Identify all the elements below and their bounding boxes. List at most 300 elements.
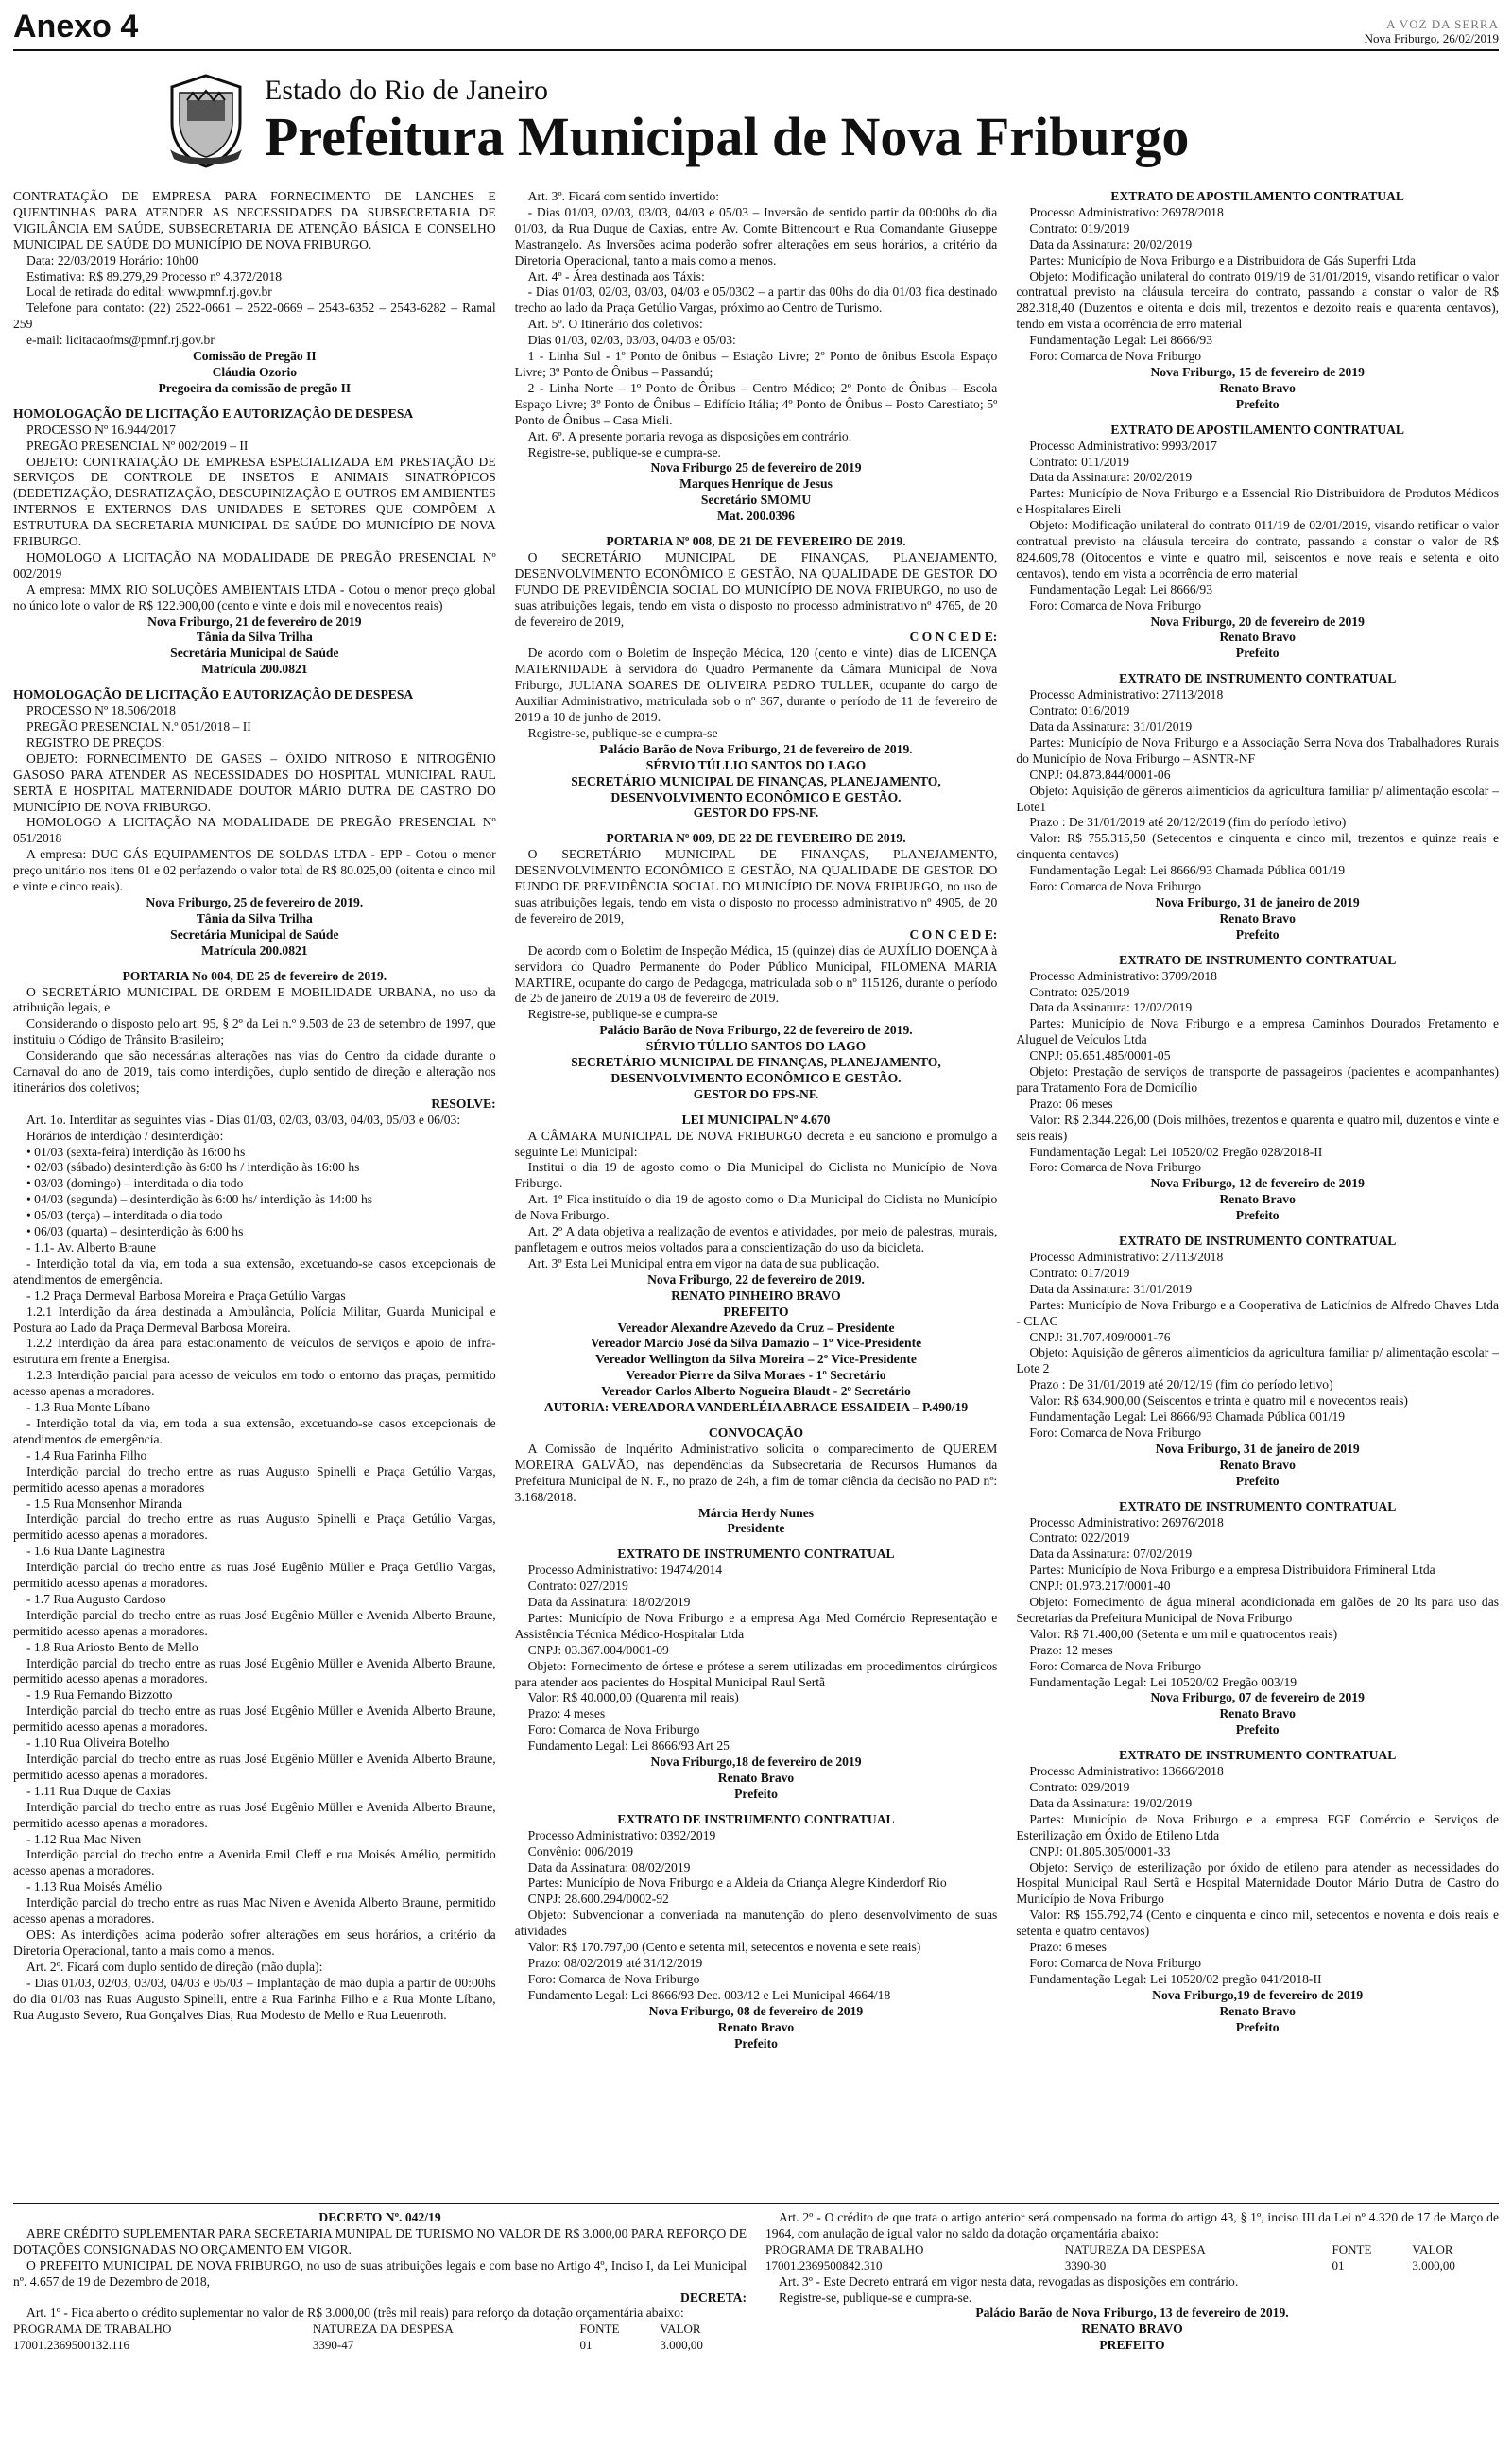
section-spacer — [1016, 662, 1499, 671]
text-paragraph: GESTOR DO FPS-NF. — [693, 1086, 819, 1101]
text-paragraph: - 1.2 Praça Dermeval Barbosa Moreira e Praça Getúlio Vargas — [26, 1287, 346, 1303]
text-paragraph: Nova Friburgo, 20 de fevereiro de 2019 — [1150, 614, 1365, 629]
text-paragraph: • 02/03 (sábado) desinterdição às 6:00 hs / interdição às 16:00 hs — [26, 1160, 360, 1175]
decree-preamble: O PREFEITO MUNICIPAL DE NOVA FRIBURGO, no uso de suas atribuições legais e com base no Artigo 4º, Inciso I, da Lei Municipal nº. 4.657 de 19 de Dezembro de 2018, — [13, 2257, 747, 2289]
text-paragraph: EXTRATO DE INSTRUMENTO CONTRATUAL — [1119, 1748, 1397, 1763]
text-paragraph: Contrato: 017/2019 — [1029, 1265, 1130, 1280]
text-paragraph: - Dias 01/03, 02/03, 03/03, 04/03 e 05/03 – Inversão de sentido partir da 00:00hs do dia 01/03, da Rua Duque de Caxias, entre Av. Comte Bittencourt e Rua Comandante Giuseppe Mastrangelo. As Inversões acima poderão sofrer alterações em seus horários, a critério da Diretoria Operacional, tanto a mais como a menos. — [514, 204, 998, 268]
text-paragraph: Interdição parcial do trecho entre as ruas José Eugênio Müller e Avenida Alberto Braune, permitido acesso apenas a moradores. — [13, 1703, 496, 1735]
text-paragraph: Prazo : De 31/01/2019 até 20/12/2019 (fim do período letivo) — [1029, 815, 1347, 830]
text-paragraph: Prazo: 12 meses — [1029, 1642, 1113, 1657]
text-paragraph: PREGÃO PRESENCIAL N.º 051/2018 – II — [26, 719, 251, 734]
text-paragraph: A CÂMARA MUNICIPAL DE NOVA FRIBURGO decreta e eu sanciono e promulgo a seguinte Lei Municipal: — [514, 1128, 998, 1159]
text-paragraph: Interdição parcial do trecho entre as ruas Mac Niven e Avenida Alberto Braune, permitido acesso apenas a moradores. — [13, 1895, 496, 1927]
text-paragraph: Nova Friburgo, 07 de fevereiro de 2019 — [1150, 1690, 1365, 1705]
text-paragraph: - 1.3 Rua Monte Líbano — [26, 1400, 151, 1415]
section-spacer — [1016, 1490, 1499, 1499]
text-paragraph: Art. 1º Fica instituído o dia 19 de agosto como o Dia Municipal do Ciclista no Município de Nova Friburgo. — [514, 1192, 998, 1223]
text-paragraph: Foro: Comarca de Nova Friburgo — [527, 1971, 700, 1986]
prefeitura-name: Prefeitura Municipal de Nova Friburgo — [265, 106, 1190, 167]
text-paragraph: Foro: Comarca de Nova Friburgo — [527, 1722, 700, 1737]
text-paragraph: Foro: Comarca de Nova Friburgo — [1029, 1160, 1202, 1175]
decree-art1: Art. 1º - Fica aberto o crédito suplementar no valor de R$ 3.000,00 (três mil reais) para reforço da dotação orçamentária abaixo: — [26, 2306, 684, 2321]
table-header: FONTE — [1332, 2241, 1372, 2256]
text-paragraph: A empresa: MMX RIO SOLUÇÕES AMBIENTAIS LTDA - Cotou o menor preço global no único lote o valor de R$ 122.900,00 (cento e vinte e dois mil e novecentos reais) — [13, 581, 496, 613]
text-paragraph: Contrato: 027/2019 — [527, 1579, 628, 1594]
text-paragraph: e-mail: licitacaofms@pmnf.rj.gov.br — [26, 333, 215, 348]
text-paragraph: Secretária Municipal de Saúde — [170, 646, 339, 661]
text-paragraph: Matrícula 200.0821 — [201, 662, 308, 677]
decree-right — [765, 2210, 1499, 2439]
text-paragraph: EXTRATO DE INSTRUMENTO CONTRATUAL — [1119, 1498, 1397, 1513]
text-paragraph: EXTRATO DE INSTRUMENTO CONTRATUAL — [1119, 952, 1397, 967]
text-paragraph: De acordo com o Boletim de Inspeção Médica, 120 (cento e vinte) dias de LICENÇA MATERNIDADE à servidora do Quadro Permanente da Câmara Municipal de Nova Friburgo, JULIANA SOARES DE OLIVEIRA PEDRO TULLER, ocupante do cargo de Auxiliar Administrativo, matriculada sob o nº 367, durante o período de 11 de fevereiro de 2019 a 10 de junho de 2019. — [514, 646, 998, 724]
text-paragraph: Nova Friburgo, 31 de janeiro de 2019 — [1155, 1441, 1360, 1456]
text-paragraph: O SECRETÁRIO MUNICIPAL DE FINANÇAS, PLANEJAMENTO, DESENVOLVIMENTO ECONÔMICO E GESTÃO, NA QUALIDADE DE GESTOR DO FUNDO DE PREVIDÊNCIA SOCIAL DO MUNICÍPIO DE NOVA FRIBURGO, no uso de suas atribuições legais, tendo em vista o disposto no processo administrativo nº 4765, de 20 de fevereiro de 2019, — [514, 549, 998, 629]
text-paragraph: Data da Assinatura: 31/01/2019 — [1029, 719, 1193, 734]
table-row — [13, 2338, 747, 2354]
text-paragraph: Partes: Município de Nova Friburgo e a empresa Distribuidora Frimineral Ltda — [1029, 1563, 1435, 1578]
table-cell: 01 — [579, 2338, 593, 2353]
text-paragraph: Fundamentação Legal: Lei 10520/02 pregão 041/2018-II — [1029, 1971, 1322, 1986]
text-paragraph: Foro: Comarca de Nova Friburgo — [1029, 349, 1202, 364]
decree-art3: Art. 3º - Este Decreto entrará em vigor nesta data, revogadas as disposições em contrário. — [779, 2273, 1239, 2289]
column-2 — [515, 189, 998, 2203]
text-paragraph: - 1.10 Rua Oliveira Botelho — [26, 1736, 170, 1751]
table-header: VALOR — [660, 2322, 701, 2337]
text-paragraph: Art. 3º Esta Lei Municipal entra em vigor na data de sua publicação. — [527, 1255, 880, 1270]
text-paragraph: Objeto: Fornecimento de água mineral acondicionada em galões de 20 lts para uso das Secretarias da Prefeitura Municipal de Nova Friburgo — [1016, 1595, 1500, 1625]
text-paragraph: Palácio Barão de Nova Friburgo, 21 de fevereiro de 2019. — [599, 741, 913, 756]
table-cell: 17001.2369500132.116 — [13, 2338, 130, 2353]
text-paragraph: Renato Bravo — [1219, 1457, 1296, 1472]
text-paragraph: PORTARIA Nº 009, DE 22 DE FEVEREIRO DE 2019. — [606, 831, 906, 846]
text-paragraph: Márcia Herdy Nunes — [697, 1505, 815, 1520]
text-paragraph: O SECRETÁRIO MUNICIPAL DE FINANÇAS, PLANEJAMENTO, DESENVOLVIMENTO ECONÔMICO E GESTÃO, NA QUALIDADE DE GESTOR DO FUNDO DE PREVIDÊNCIA SOCIAL DO MUNICÍPIO DE NOVA FRIBURGO, no uso de suas atribuições legais, tendo em vista o disposto no processo administrativo nº 4905, de 20 de fevereiro de 2019, — [514, 847, 998, 925]
text-paragraph: Vereador Wellington da Silva Moreira – 2º Vice-Presidente — [595, 1352, 917, 1367]
masthead-text — [265, 75, 1189, 167]
text-paragraph: EXTRATO DE INSTRUMENTO CONTRATUAL — [617, 1811, 895, 1826]
text-paragraph: Vereador Pierre da Silva Moraes - 1º Secretário — [626, 1368, 886, 1383]
table-cell: 3.000,00 — [660, 2338, 703, 2353]
text-paragraph: HOMOLOGAÇÃO DE LICITAÇÃO E AUTORIZAÇÃO DE DESPESA — [13, 406, 414, 421]
text-paragraph: • 03/03 (domingo) – interditada o dia todo — [26, 1176, 244, 1191]
text-paragraph: Fundamentação Legal: Lei 8666/93 — [1029, 581, 1212, 596]
text-paragraph: Partes: Município de Nova Friburgo e a empresa FGF Comércio e Serviços de Esterilização em Óxido de Etileno Ltda — [1016, 1811, 1500, 1842]
text-paragraph: De acordo com o Boletim de Inspeção Médica, 15 (quinze) dias de AUXÍLIO DOENÇA à servidora do Quadro Permanente do Poder Público Municipal, FILOMENA MARIA MARTIRE, ocupante do cargo de Pedagoga, matriculada sob o nº 115126, durante o período de 25 de janeiro de 2019 a 08 de fevereiro de 2019. — [514, 942, 998, 1006]
dotation-table-1 — [13, 2322, 747, 2354]
text-paragraph: SECRETÁRIO MUNICIPAL DE FINANÇAS, PLANEJAMENTO, DESENVOLVIMENTO ECONÔMICO E GESTÃO. — [571, 773, 941, 804]
text-paragraph: Interdição parcial do trecho entre as ruas Augusto Spinelli e Praça Getúlio Vargas, permitido acesso apenas a moradores — [13, 1463, 496, 1495]
text-paragraph: Contrato: 011/2019 — [1029, 454, 1129, 469]
text-paragraph: Valor: R$ 40.000,00 (Quarenta mil reais) — [527, 1690, 739, 1705]
text-paragraph: Nova Friburgo, 31 de janeiro de 2019 — [1155, 894, 1360, 909]
text-paragraph: 1.2.3 Interdição parcial para acesso de veículos em todo o entorno das praças, permitido acesso apenas a moradores. — [13, 1368, 496, 1399]
table-cell: 01 — [1332, 2257, 1345, 2273]
section-spacer — [515, 1803, 998, 1812]
text-paragraph: Processo Administrativo: 27113/2018 — [1029, 1250, 1224, 1264]
text-paragraph: Cláudia Ozorio — [212, 364, 298, 379]
text-paragraph: Contrato: 022/2019 — [1029, 1530, 1130, 1546]
text-paragraph: SECRETÁRIO MUNICIPAL DE FINANÇAS, PLANEJAMENTO, DESENVOLVIMENTO ECONÔMICO E GESTÃO. — [571, 1055, 941, 1085]
text-paragraph: O SECRETÁRIO MUNICIPAL DE ORDEM E MOBILIDADE URBANA, no uso da atribuição legais, e — [13, 984, 496, 1015]
content-columns — [13, 189, 1499, 2203]
text-paragraph: 1.2.1 Interdição da área destinada a Ambulância, Polícia Militar, Guarda Municipal e Postura ao Lado da Praça Dermeval Barbosa Moreira. — [13, 1304, 496, 1335]
text-paragraph: CONVOCAÇÃO — [708, 1425, 804, 1440]
text-paragraph: Valor: R$ 155.792,74 (Cento e cinquenta e cinco mil, setecentos e noventa e dois reais e setenta e quatro centavos) — [1016, 1908, 1500, 1939]
table-cell: 17001.2369500842.310 — [765, 2257, 883, 2273]
text-paragraph: Considerando que são necessárias alterações nas vias do Centro da cidade durante o Carnaval do ano de 2019, tais como interdições, duplo sentido de direção e alteração nos itinerários dos coletivos; — [13, 1048, 496, 1095]
text-paragraph: Prazo: 6 meses — [1029, 1940, 1107, 1955]
text-paragraph: Prefeito — [1235, 1208, 1280, 1223]
text-paragraph: Prazo: 08/02/2019 até 31/12/2019 — [527, 1955, 703, 1970]
table-header: NATUREZA DA DESPESA — [312, 2322, 454, 2337]
text-paragraph: Pregoeira da comissão de pregão II — [158, 380, 352, 395]
text-paragraph: Prazo : De 31/01/2019 até 20/12/19 (fim do período letivo) — [1029, 1377, 1333, 1392]
text-paragraph: - 1.7 Rua Augusto Cardoso — [26, 1591, 166, 1606]
text-paragraph: CNPJ: 04.873.844/0001-06 — [1029, 767, 1171, 782]
text-paragraph: OBJETO: CONTRATAÇÃO DE EMPRESA ESPECIALIZADA EM PRESTAÇÃO DE SERVIÇOS DE CONTROLE DE INSETOS E ANIMAIS SINATRÓPICOS (DEDETIZAÇÃO, DESRATIZAÇÃO, DESCUPINIZAÇÃO E OUTROS EM AMBIENTES INTERNOS E EXTERNOS DAS UNIDADES E SETORES QUE COMPÕEM A ESTRUTURA DA SECRETARIA MUNICIPAL DE SAÚDE DO MUNICÍPIO DE NOVA FRIBURGO. — [13, 454, 496, 549]
text-paragraph: CNPJ: 03.367.004/0001-09 — [527, 1642, 669, 1657]
column-3 — [1016, 189, 1499, 2203]
text-paragraph: Prefeito — [734, 1786, 778, 1801]
text-paragraph: Secretário SMOMU — [700, 493, 812, 508]
table-header: VALOR — [1412, 2241, 1453, 2256]
text-paragraph: Processo Administrativo: 26978/2018 — [1029, 204, 1224, 219]
text-paragraph: PORTARIA Nº 008, DE 21 DE FEVEREIRO DE 2019. — [606, 534, 906, 549]
section-spacer — [515, 525, 998, 534]
text-paragraph: AUTORIA: VEREADORA VANDERLÉIA ABRACE ESSAIDEIA – P.490/19 — [543, 1400, 969, 1415]
text-paragraph: Art. 1o. Interditar as seguintes vias - Dias 01/03, 02/03, 03/03, 04/03, 05/03 e 06/03: — [26, 1112, 461, 1127]
section-spacer — [515, 1416, 998, 1426]
decree-decreta: DECRETA: — [680, 2290, 747, 2305]
text-paragraph: CNPJ: 01.805.305/0001-33 — [1029, 1843, 1171, 1858]
text-paragraph: Renato Bravo — [717, 1771, 795, 1785]
section-spacer — [1016, 943, 1499, 953]
decree-section — [13, 2203, 1499, 2439]
text-paragraph: PORTARIA No 004, DE 25 de fevereiro de 2019. — [122, 968, 387, 983]
text-paragraph: Nova Friburgo, 22 de fevereiro de 2019. — [647, 1271, 865, 1287]
text-paragraph: Prefeito — [1235, 396, 1280, 411]
text-paragraph: Partes: Município de Nova Friburgo e a Cooperativa de Laticínios de Alfredo Chaves Ltda - CLAC — [1016, 1297, 1500, 1328]
text-paragraph: Contrato: 029/2019 — [1029, 1780, 1130, 1794]
text-paragraph: Prefeito — [1235, 926, 1280, 942]
text-paragraph: Registre-se, publique-se e cumpra-se. — [527, 444, 721, 459]
text-paragraph: Telefone para contato: (22) 2522-0661 – 2522-0669 – 2543-6352 – 2543-6282 – Ramal 259 — [13, 301, 496, 332]
text-paragraph: Prefeito — [1235, 1722, 1280, 1737]
text-paragraph: Art. 2º A data objetiva a realização de eventos e atividades, por meio de palestras, murais, panfletagem e outros meios voltados para a conscientização do uso da bicicleta. — [514, 1224, 998, 1254]
text-paragraph: Convênio: 006/2019 — [527, 1843, 634, 1858]
text-paragraph: Registre-se, publique-se e cumpra-se — [527, 1007, 718, 1022]
text-paragraph: Nova Friburgo,19 de fevereiro de 2019 — [1152, 1987, 1364, 2002]
text-paragraph: Objeto: Prestação de serviços de transporte de passageiros (pacientes e acompanhantes) para Tratamento Fora de Domicílio — [1016, 1064, 1500, 1095]
text-paragraph: OBS: As interdições acima poderão sofrer alterações em seus horários, a critério da Diretoria Operacional, tanto a mais como a menos. — [13, 1927, 496, 1958]
text-paragraph: Interdição parcial do trecho entre a Avenida Emil Cleff e rua Moisés Amélio, permitido acesso apenas a moradores. — [13, 1847, 496, 1878]
text-paragraph: Objeto: Modificação unilateral do contrato 011/19 de 02/01/2019, visando retificar o valor contratual previsto na cláusula terceira do contrato, passando a constar o valor de R$ 824.609,78 (Oitocentos e vinte e quatro mil, seiscentos e nove reais e setenta e oito centavos), tendo em vista a ocorrência de erro material — [1016, 518, 1500, 580]
text-paragraph: Data da Assinatura: 20/02/2019 — [1029, 470, 1193, 485]
text-paragraph: Partes: Município de Nova Friburgo e a Essencial Rio Distribuidora de Produtos Médicos e Hospitalares Eireli — [1016, 486, 1500, 517]
text-paragraph: OBJETO: FORNECIMENTO DE GASES – ÓXIDO NITROSO E NITROGÊNIO GASOSO PARA ATENDER AS NECESSIDADES DO HOSPITAL MUNICIPAL RAUL SERTÃ E HOSPITAL MATERNIDADE DOUTOR MÁRIO DUTRA DE CASTRO DO MUNICÍPIO DE NOVA FRIBURGO. — [13, 751, 496, 814]
text-paragraph: Contrato: 016/2019 — [1029, 703, 1130, 718]
text-paragraph: Partes: Município de Nova Friburgo e a Aldeia da Criança Alegre Kinderdorf Rio — [527, 1875, 947, 1891]
text-paragraph: Art. 3º. Ficará com sentido invertido: — [527, 189, 720, 203]
table-header: FONTE — [579, 2322, 620, 2337]
text-paragraph: Processo Administrativo: 13666/2018 — [1029, 1764, 1224, 1779]
text-paragraph: Prefeito — [1235, 2019, 1280, 2034]
text-paragraph: Nova Friburgo, 08 de fevereiro de 2019 — [648, 2003, 864, 2018]
section-spacer — [1016, 413, 1499, 423]
text-paragraph: 1.2.2 Interdição da área para estacionamento de veículos de serviços e apoio de infra-estrutura em frente a Energisa. — [13, 1336, 496, 1367]
text-paragraph: • 05/03 (terça) – interditada o dia todo — [26, 1208, 223, 1223]
text-paragraph: Processo Administrativo: 3709/2018 — [1029, 968, 1217, 983]
text-paragraph: Partes: Município de Nova Friburgo e a Distribuidora de Gás Superfri Ltda — [1029, 252, 1416, 268]
text-paragraph: Prazo: 4 meses — [527, 1706, 606, 1721]
text-paragraph: - 1.1- Av. Alberto Braune — [26, 1240, 157, 1254]
text-paragraph: Processo Administrativo: 19474/2014 — [527, 1563, 723, 1578]
text-paragraph: Interdição parcial do trecho entre as ruas José Eugênio Müller e Avenida Alberto Braune, permitido acesso apenas a moradores. — [13, 1752, 496, 1782]
text-paragraph: Interdição parcial do trecho entre as ruas José Eugênio Müller e Avenida Alberto Braune, permitido acesso apenas a moradores. — [13, 1799, 496, 1830]
text-paragraph: Data da Assinatura: 20/02/2019 — [1029, 236, 1193, 251]
text-paragraph: RESOLVE: — [431, 1096, 496, 1111]
text-paragraph: Institui o dia 19 de agosto como o Dia Municipal do Ciclista no Município de Nova Friburgo. — [514, 1160, 998, 1191]
newspaper-date: Nova Friburgo, 26/02/2019 — [1364, 31, 1499, 45]
text-paragraph: Objeto: Fornecimento de órtese e prótese a serem utilizadas em procedimentos cirúrgicos para atender aos pacientes do Hospital Municipal Raul Sertã — [514, 1658, 998, 1689]
section-spacer — [515, 1103, 998, 1113]
text-paragraph: Presidente — [727, 1521, 785, 1536]
text-paragraph: PROCESSO Nº 16.944/2017 — [26, 422, 176, 437]
text-paragraph: Fundamentação Legal: Lei 10520/02 Pregão 003/19 — [1029, 1674, 1297, 1689]
text-paragraph: Fundamentação Legal: Lei 10520/02 Pregão 028/2018-II — [1029, 1144, 1323, 1159]
text-paragraph: Secretária Municipal de Saúde — [170, 926, 339, 942]
text-paragraph: EXTRATO DE APOSTILAMENTO CONTRATUAL — [1110, 422, 1404, 437]
section-spacer — [13, 397, 496, 406]
text-paragraph: Objeto: Aquisição de gêneros alimentícios da agricultura familiar p/ alimentação escolar – Lote1 — [1016, 783, 1500, 814]
text-paragraph: Data: 22/03/2019 Horário: 10h00 — [26, 252, 198, 268]
text-paragraph: Fundamentação Legal: Lei 8666/93 — [1029, 333, 1212, 348]
text-paragraph: HOMOLOGO A LICITAÇÃO NA MODALIDADE DE PREGÃO PRESENCIAL Nº 051/2018 — [13, 815, 496, 846]
text-paragraph: LEI MUNICIPAL Nº 4.670 — [681, 1112, 831, 1127]
text-paragraph: CONTRATAÇÃO DE EMPRESA PARA FORNECIMENTO DE LANCHES E QUENTINHAS PARA ATENDER AS NECESSIDADES DA SUBSECRETARIA DE VIGILÂNCIA EM SAÚDE, SUBSECRETARIA DE ATENÇÃO BÁSICA E CONSELHO MUNICIPAL DE SAÚDE DO MUNICÍPIO DE NOVA FRIBURGO. — [13, 189, 496, 251]
text-paragraph: • 01/03 (sexta-feira) interdição às 16:00 hs — [26, 1144, 246, 1159]
table-cell: 3390-47 — [312, 2338, 354, 2353]
text-paragraph: Processo Administrativo: 27113/2018 — [1029, 687, 1224, 702]
text-paragraph: - 1.13 Rua Moisés Amélio — [26, 1879, 163, 1894]
text-paragraph: Registre-se, publique-se e cumpra-se — [527, 725, 718, 740]
table-header: PROGRAMA DE TRABALHO — [13, 2322, 172, 2337]
text-paragraph: CNPJ: 28.600.294/0002-92 — [527, 1892, 669, 1907]
text-paragraph: Interdição parcial do trecho entre as ruas José Eugênio Müller e Avenida Alberto Braune, permitido acesso apenas a moradores. — [13, 1655, 496, 1686]
text-paragraph: Interdição parcial do trecho entre as ruas José Eugênio Müller e Avenida Alberto Braune, permitido acesso apenas a moradores. — [13, 1607, 496, 1638]
text-paragraph: Vereador Alexandre Azevedo da Cruz – Presidente — [617, 1320, 895, 1335]
text-paragraph: Foro: Comarca de Nova Friburgo — [1029, 879, 1202, 894]
text-paragraph: CNPJ: 31.707.409/0001-76 — [1029, 1329, 1171, 1344]
text-paragraph: Art. 5º. O Itinerário dos coletivos: — [527, 317, 703, 332]
text-paragraph: EXTRATO DE APOSTILAMENTO CONTRATUAL — [1110, 189, 1404, 203]
section-spacer — [13, 678, 496, 687]
text-paragraph: Nova Friburgo 25 de fevereiro de 2019 — [650, 460, 862, 475]
text-paragraph: Valor: R$ 2.344.226,00 (Dois milhões, trezentos e quarenta e quatro mil, duzentos e vinte e seis reais) — [1016, 1112, 1500, 1143]
text-paragraph: Dias 01/03, 02/03, 03/03, 04/03 e 05/03: — [527, 333, 736, 348]
text-paragraph: Marques Henrique de Jesus — [679, 476, 833, 492]
text-paragraph: EXTRATO DE INSTRUMENTO CONTRATUAL — [617, 1547, 895, 1562]
text-paragraph: CNPJ: 05.651.485/0001-05 — [1029, 1048, 1171, 1063]
decree-intro: ABRE CRÉDITO SUPLEMENTAR PARA SECRETARIA MUNIPAL DE TURISMO NO VALOR DE R$ 3.000,00 PARA REFORÇO DE DOTAÇÕES CONSIGNADAS NO ORÇAMENTO EM VIGOR. — [13, 2225, 747, 2256]
text-paragraph: HOMOLOGAÇÃO DE LICITAÇÃO E AUTORIZAÇÃO DE DESPESA — [13, 687, 414, 702]
section-spacer — [1016, 1224, 1499, 1234]
text-paragraph: Vereador Marcio José da Silva Damazio – 1º Vice-Presidente — [590, 1336, 922, 1351]
text-paragraph: A Comissão de Inquérito Administrativo solicita o comparecimento de QUEREM MOREIRA GALVÃO, nas dependências da Subsecretaria de Recursos Humanos da Prefeitura Municipal de N. F., no prazo de 24h, a fim de tomar ciência da decisão no PAD nº: 3.168/2018. — [514, 1441, 998, 1504]
state-name: Estado do Rio de Janeiro — [265, 75, 548, 106]
decree-signature-role: PREFEITO — [1099, 2338, 1165, 2353]
text-paragraph: Vereador Carlos Alberto Nogueira Blaudt - 2º Secretário — [601, 1384, 911, 1399]
text-paragraph: C O N C E D E: — [909, 926, 998, 942]
text-paragraph: Horários de interdição / desinterdição: — [26, 1128, 224, 1143]
text-paragraph: Renato Bravo — [1219, 630, 1296, 645]
text-paragraph: - Dias 01/03, 02/03, 03/03, 04/03 e 05/03 – Implantação de mão dupla a partir de 00:00hs do dia 01/03 nas Ruas Augusto Spinelli, entre a Rua Farinha Filho e a Rua Monte Líbano, Rua Augusto Severo, Rua Gonçalves Dias, Rua Modesto de Mello e Rua Leuenroth. — [13, 1975, 496, 2022]
text-paragraph: Contrato: 019/2019 — [1029, 220, 1130, 235]
text-paragraph: - 1.12 Rua Mac Niven — [26, 1831, 142, 1846]
text-paragraph: EXTRATO DE INSTRUMENTO CONTRATUAL — [1119, 671, 1397, 686]
text-paragraph: Data da Assinatura: 18/02/2019 — [527, 1595, 691, 1610]
text-paragraph: HOMOLOGO A LICITAÇÃO NA MODALIDADE DE PREGÃO PRESENCIAL Nº 002/2019 — [13, 549, 496, 580]
text-paragraph: Processo Administrativo: 9993/2017 — [1029, 438, 1217, 453]
text-paragraph: Valor: R$ 634.900,00 (Seiscentos e trinta e quatro mil e novecentos reais) — [1029, 1393, 1408, 1408]
text-paragraph: Foro: Comarca de Nova Friburgo — [1029, 597, 1202, 613]
text-paragraph: Data da Assinatura: 31/01/2019 — [1029, 1281, 1193, 1296]
text-paragraph: Processo Administrativo: 26976/2018 — [1029, 1514, 1224, 1529]
text-paragraph: Renato Bravo — [1219, 2003, 1296, 2018]
text-paragraph: CNPJ: 01.973.217/0001-40 — [1029, 1579, 1171, 1594]
text-paragraph: Foro: Comarca de Nova Friburgo — [1029, 1658, 1202, 1673]
text-paragraph: 1 - Linha Sul - 1º Ponto de ônibus – Estação Livre; 2º Ponto de ônibus Escola Espaço Livre; 3º Ponto de Ônibus – Passandú; — [514, 349, 998, 379]
text-paragraph: Valor: R$ 170.797,00 (Cento e setenta mil, setecentos e noventa e sete reais) — [527, 1940, 921, 1955]
text-paragraph: Data da Assinatura: 08/02/2019 — [527, 1859, 691, 1875]
decree-title: DECRETO Nº. 042/19 — [318, 2210, 441, 2224]
text-paragraph: Tânia da Silva Trilha — [196, 630, 313, 645]
decree-left — [13, 2210, 747, 2439]
text-paragraph: PREFEITO — [723, 1304, 789, 1319]
text-paragraph: Prazo: 06 meses — [1029, 1096, 1113, 1111]
text-paragraph: - 1.5 Rua Monsenhor Miranda — [26, 1495, 182, 1511]
text-paragraph: Partes: Município de Nova Friburgo e a empresa Aga Med Comércio Representação e Assistência Técnica Médico-Hospitalar Ltda — [514, 1610, 998, 1641]
text-paragraph: Foro: Comarca de Nova Friburgo — [1029, 1425, 1202, 1440]
dotation-table-2 — [765, 2242, 1499, 2274]
masthead — [164, 72, 1499, 170]
text-paragraph: Fundamentação Legal: Lei 8666/93 Chamada Pública 001/19 — [1029, 863, 1346, 878]
text-paragraph: Estimativa: R$ 89.279,29 Processo nº 4.372/2018 — [26, 268, 283, 284]
text-paragraph: Mat. 200.0396 — [717, 509, 795, 524]
table-header: PROGRAMA DE TRABALHO — [765, 2241, 924, 2256]
text-paragraph: Valor: R$ 71.400,00 (Setenta e um mil e quatrocentos reais) — [1029, 1626, 1338, 1641]
text-paragraph: Palácio Barão de Nova Friburgo, 22 de fevereiro de 2019. — [599, 1023, 913, 1038]
text-paragraph: Nova Friburgo, 21 de fevereiro de 2019 — [147, 614, 362, 629]
text-paragraph: A empresa: DUC GÁS EQUIPAMENTOS DE SOLDAS LTDA - EPP - Cotou o menor preço unitário nos itens 01 e 02 perfazendo o valor total de R$ 80.025,00 (oitenta e cinco mil e vinte e cinco reais). — [13, 847, 496, 894]
text-paragraph: Renato Bravo — [1219, 910, 1296, 925]
text-paragraph: PREGÃO PRESENCIAL Nº 002/2019 – II — [26, 438, 249, 453]
coat-of-arms-icon — [164, 74, 248, 168]
text-paragraph: Partes: Município de Nova Friburgo e a Associação Serra Nova dos Trabalhadores Rurais do Município de Nova Friburgo – ASNTR-NF — [1016, 734, 1500, 766]
text-paragraph: Comissão de Pregão II — [192, 349, 317, 364]
column-1 — [13, 189, 496, 2203]
text-paragraph: Renato Bravo — [717, 2019, 795, 2034]
text-paragraph: Fundamento Legal: Lei 8666/93 Dec. 003/12 e Lei Municipal 4664/18 — [527, 1987, 891, 2002]
text-paragraph: Foro: Comarca de Nova Friburgo — [1029, 1955, 1202, 1970]
text-paragraph: Considerando o disposto pelo art. 95, § 2º da Lei n.º 9.503 de 23 de setembro de 1997, que instituiu o Código de Trânsito Brasileiro; — [13, 1016, 496, 1047]
section-spacer — [515, 1537, 998, 1547]
text-paragraph: Renato Bravo — [1219, 1192, 1296, 1207]
text-paragraph: Nova Friburgo, 12 de fevereiro de 2019 — [1150, 1176, 1365, 1191]
text-paragraph: Interdição parcial do trecho entre as ruas José Eugênio Müller e Praça Getúlio Vargas, permitido acesso apenas a moradores. — [13, 1560, 496, 1591]
text-paragraph: Fundamento Legal: Lei 8666/93 Art 25 — [527, 1738, 730, 1754]
table-header: NATUREZA DA DESPESA — [1064, 2241, 1206, 2256]
text-paragraph: - 1.8 Rua Ariosto Bento de Mello — [26, 1639, 198, 1654]
section-spacer — [13, 959, 496, 969]
text-paragraph: Prefeito — [734, 2035, 778, 2050]
text-paragraph: Nova Friburgo, 25 de fevereiro de 2019. — [146, 894, 364, 909]
text-paragraph: Nova Friburgo,18 de fevereiro de 2019 — [650, 1754, 862, 1770]
text-paragraph: Partes: Município de Nova Friburgo e a empresa Caminhos Dourados Fretamento e Aluguel de Veículos Ltda — [1016, 1016, 1500, 1047]
newspaper-name: A VOZ DA SERRA — [1386, 17, 1499, 31]
text-paragraph: Processo Administrativo: 0392/2019 — [527, 1827, 716, 1842]
text-paragraph: - Interdição total da via, em toda a sua extensão, excetuando-se casos excepcionais de atendimentos de emergência. — [13, 1415, 496, 1446]
text-paragraph: Data da Assinatura: 07/02/2019 — [1029, 1547, 1193, 1562]
text-paragraph: Local de retirada do edital: www.pmnf.rj.gov.br — [26, 285, 272, 300]
text-paragraph: Art. 4º - Área destinada aos Táxis: — [527, 268, 705, 284]
text-paragraph: Valor: R$ 755.315,50 (Setecentos e cinquenta e cinco mil, trezentos e quinze reais e cinquenta centavos) — [1016, 831, 1500, 862]
text-paragraph: - Dias 01/03, 02/03, 03/03, 04/03 e 05/0302 – a partir das 00hs do dia 01/03 fica destinado trecho ao lado da Praça Getúlio Vargas, próximo ao Centro de Turismo. — [514, 285, 998, 316]
text-paragraph: - Interdição total da via, em toda a sua extensão, excetuando-se casos excepcionais de atendimentos de emergência. — [13, 1255, 496, 1287]
text-paragraph: - 1.4 Rua Farinha Filho — [26, 1447, 147, 1462]
text-paragraph: Fundamentação Legal: Lei 8666/93 Chamada Pública 001/19 — [1029, 1409, 1346, 1425]
text-paragraph: Objeto: Subvencionar a conveniada na manutenção do pleno desenvolvimento de suas atividades — [514, 1908, 998, 1939]
text-paragraph: Interdição parcial do trecho entre as ruas Augusto Spinelli e Praça Getúlio Vargas, permitido acesso apenas a moradores. — [13, 1512, 496, 1543]
section-spacer — [515, 821, 998, 831]
text-paragraph: 2 - Linha Norte – 1º Ponto de Ônibus – Centro Médico; 2º Ponto de Ônibus – Escola Espaço Livre; 3º Ponto de Ônibus – Edifício Itália; 4º Ponto de Ônibus – Posto Carestiato; 5º Ponto de Ônibus – Casa Mieli. — [514, 380, 998, 427]
text-paragraph: EXTRATO DE INSTRUMENTO CONTRATUAL — [1119, 1234, 1397, 1249]
text-paragraph: - 1.6 Rua Dante Laginestra — [26, 1544, 165, 1559]
table-cell: 3390-30 — [1064, 2257, 1107, 2273]
newspaper-info — [1365, 17, 1499, 49]
text-paragraph: GESTOR DO FPS-NF. — [693, 805, 819, 821]
text-paragraph: REGISTRO DE PREÇOS: — [26, 734, 165, 750]
table-row — [765, 2258, 1499, 2274]
table-cell: 3.000,00 — [1412, 2257, 1455, 2273]
text-paragraph: Contrato: 025/2019 — [1029, 984, 1130, 999]
text-paragraph: Prefeito — [1235, 646, 1280, 661]
text-paragraph: Objeto: Aquisição de gêneros alimentícios da agricultura familiar p/ alimentação escolar – Lote 2 — [1016, 1345, 1500, 1376]
text-paragraph: Art. 6º. A presente portaria revoga as disposições em contrário. — [527, 428, 852, 443]
text-paragraph: • 06/03 (quarta) – desinterdição às 6:00 hs — [26, 1224, 244, 1239]
text-paragraph: Art. 2º. Ficará com duplo sentido de direção (mão dupla): — [26, 1959, 323, 1974]
text-paragraph: - 1.11 Rua Duque de Caxias — [26, 1783, 171, 1798]
text-paragraph: • 04/03 (segunda) – desinterdição às 6:00 hs/ interdição às 14:00 hs — [26, 1192, 373, 1207]
text-paragraph: Objeto: Modificação unilateral do contrato 019/19 de 31/01/2019, visando retificar o valor contratual previsto na cláusula terceira do contrato, passando a constar o valor de R$ 282.318,40 (Duzentos e oitenta e dois mil, trezentos e dezoito reais e quarenta centavos), tendo em vista a ocorrência de erro material — [1016, 268, 1500, 332]
text-paragraph: PROCESSO Nº 18.506/2018 — [26, 703, 176, 718]
text-paragraph: Data da Assinatura: 12/02/2019 — [1029, 1000, 1193, 1015]
text-paragraph: SÉRVIO TÚLLIO SANTOS DO LAGO — [645, 757, 867, 772]
text-paragraph: - 1.9 Rua Fernando Bizzotto — [26, 1687, 173, 1702]
decree-publish: Registre-se, publique-se e cumpra-se. — [779, 2290, 972, 2305]
text-paragraph: SÉRVIO TÚLLIO SANTOS DO LAGO — [645, 1039, 867, 1054]
text-paragraph: Nova Friburgo, 15 de fevereiro de 2019 — [1150, 364, 1365, 379]
section-spacer — [1016, 1738, 1499, 1748]
text-paragraph: Renato Bravo — [1219, 1706, 1296, 1721]
text-paragraph: Tânia da Silva Trilha — [196, 910, 313, 925]
text-paragraph: C O N C E D E: — [909, 630, 998, 645]
text-paragraph: Objeto: Serviço de esterilização por óxido de etileno para atender as necessidades do Hospital Municipal Raul Sertã e Hospital Maternidade Doutor Mário Dutra de Castro do Município de Nova Friburgo — [1016, 1859, 1500, 1907]
text-paragraph: Renato Bravo — [1219, 380, 1296, 395]
decree-art2: Art. 2º - O crédito de que trata o artigo anterior será compensado na forma do artigo 43, § 1º, inciso III da Lei nº 4.320 de 17 de Março de 1964, com anulação de igual valor no saldo da dotação orçamentária abaixo: — [765, 2210, 1499, 2240]
